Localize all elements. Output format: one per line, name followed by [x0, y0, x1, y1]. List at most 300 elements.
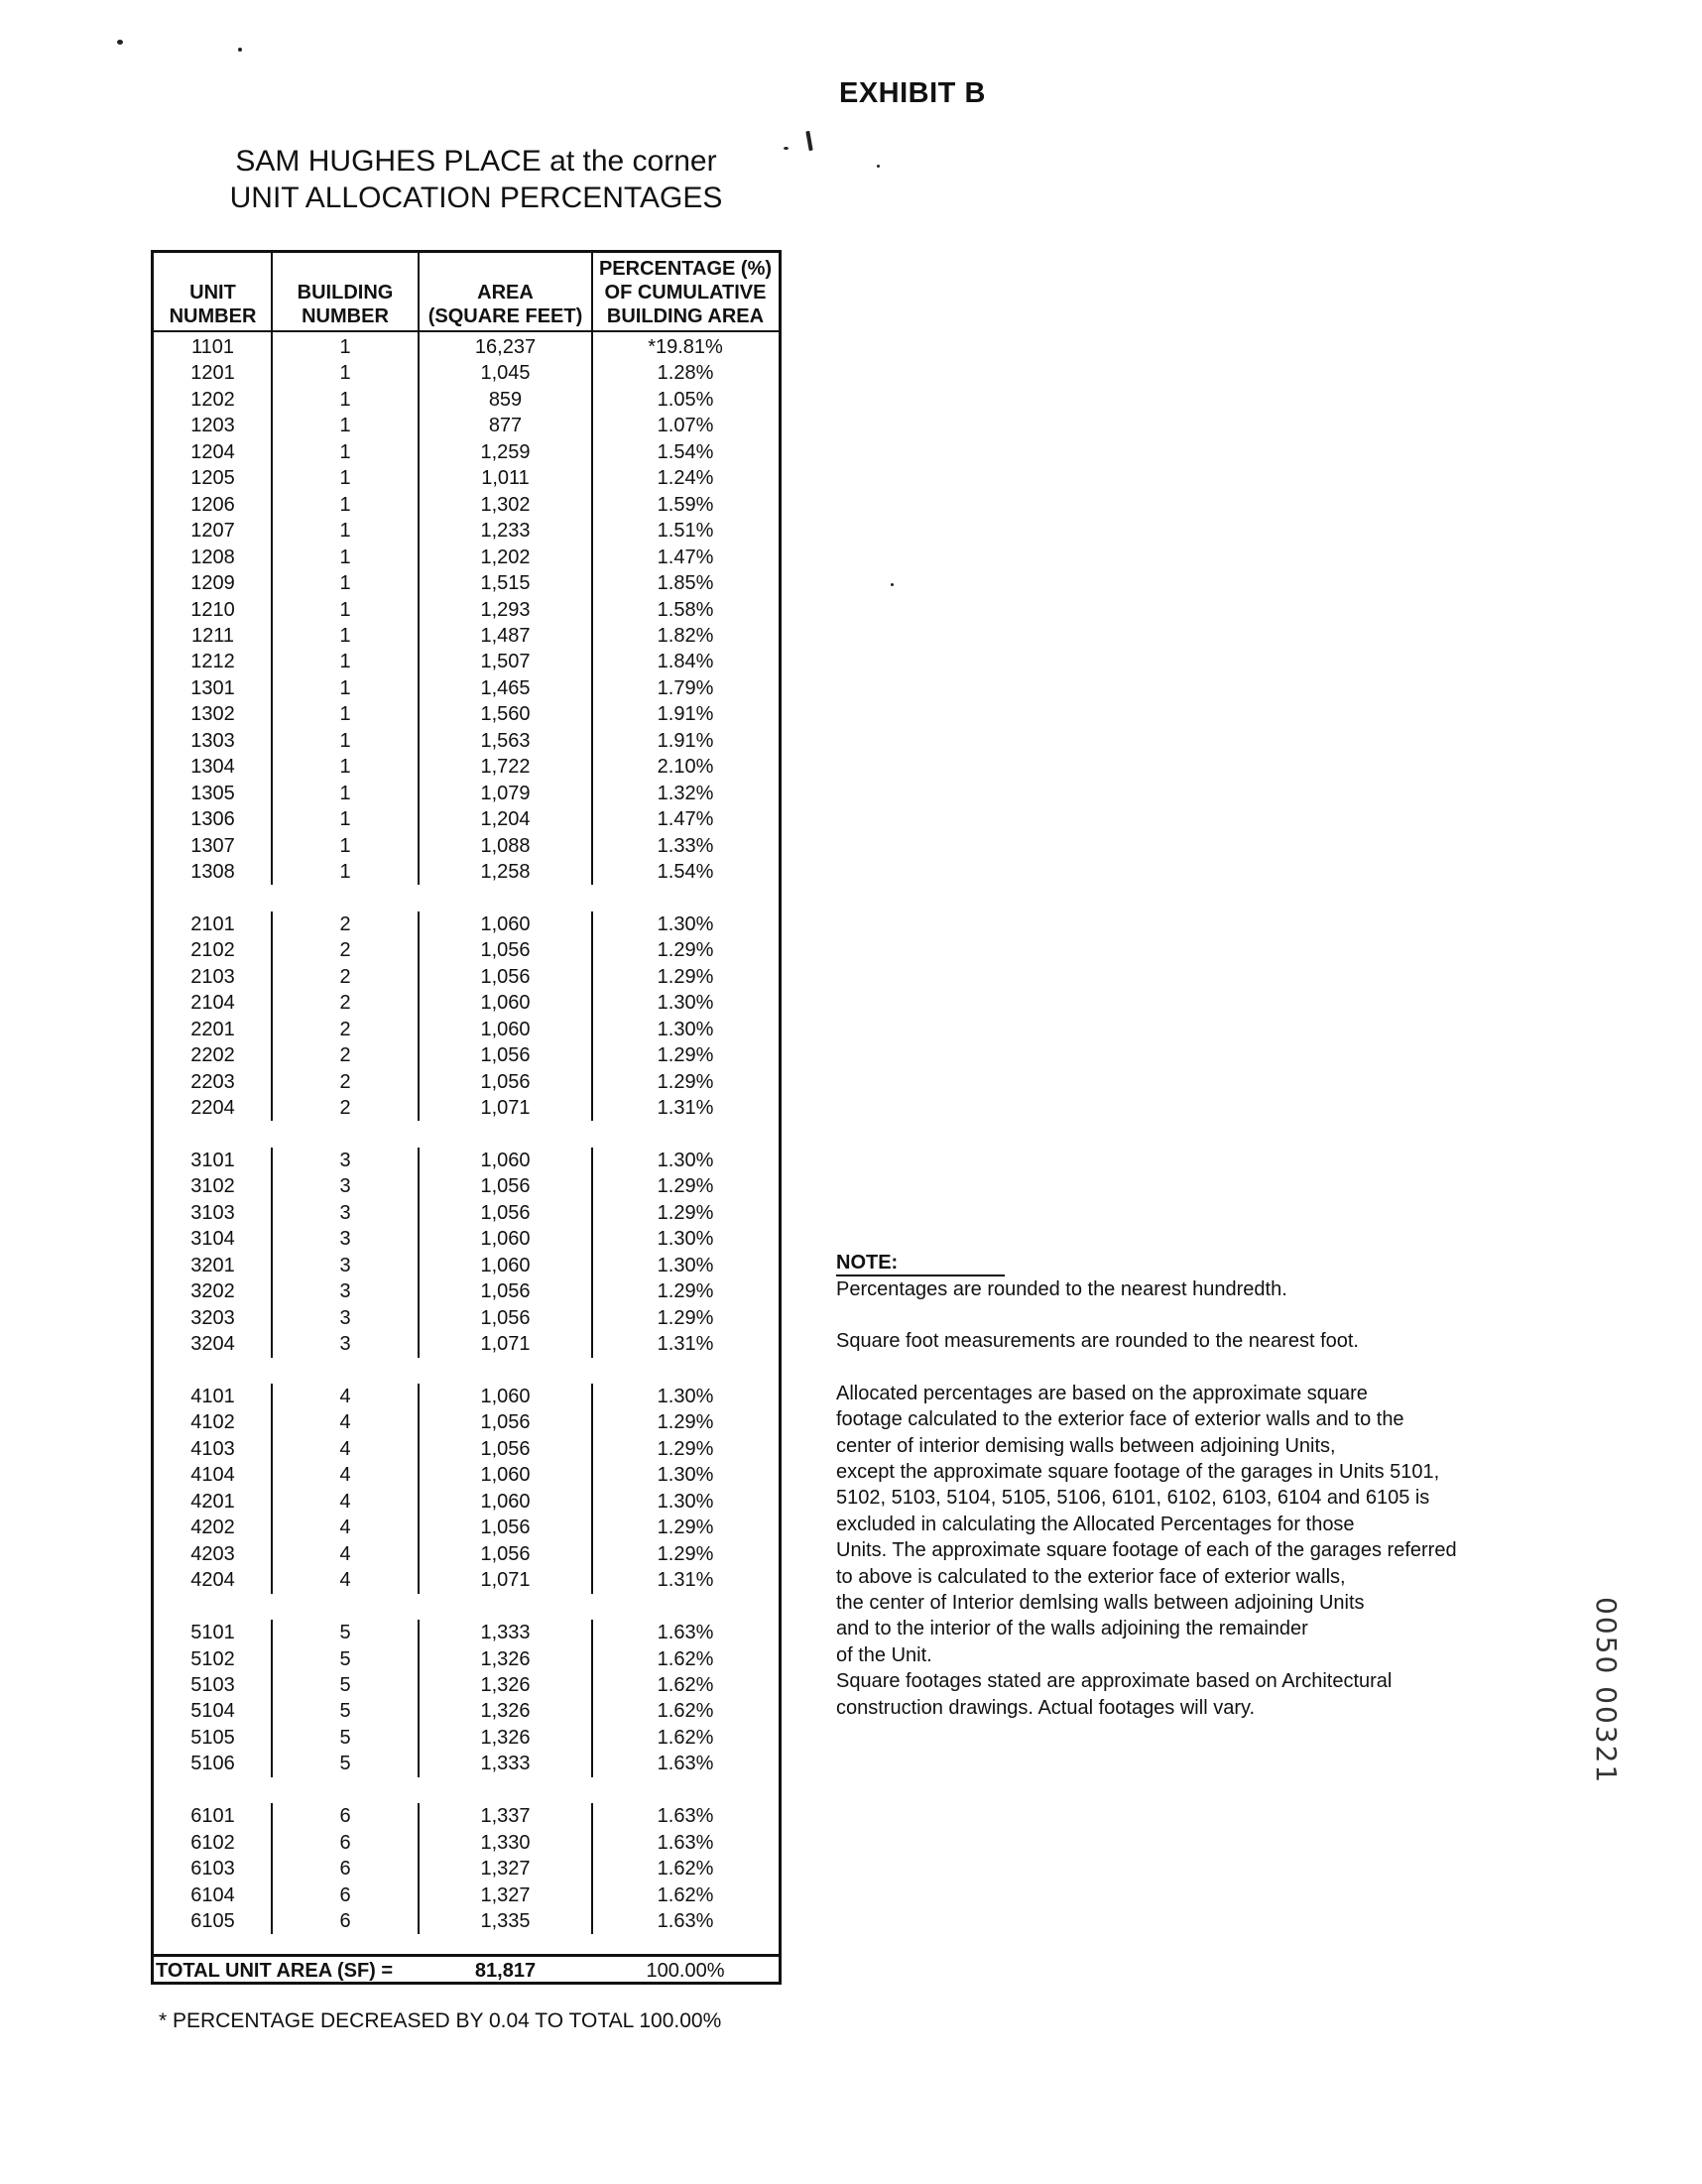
percentage-cell: 1.29% — [657, 1070, 714, 1093]
table-row — [154, 1751, 779, 1776]
unit-number-cell: 6104 — [190, 1883, 235, 1906]
table-row — [154, 859, 779, 885]
note-paragraph — [836, 1381, 1550, 1721]
note-line: the center of Interior demlsing walls between adjoining Units — [836, 1592, 1365, 1615]
unit-number-cell: 4103 — [190, 1437, 235, 1460]
percentage-cell: 1.32% — [657, 782, 714, 804]
area-cell: 1,011 — [481, 467, 530, 490]
percentage-cell: 1.62% — [657, 1858, 714, 1881]
area-cell: 1,722 — [480, 756, 531, 779]
table-row — [154, 1856, 779, 1881]
area-cell: 1,056 — [480, 1044, 531, 1067]
percentage-cell: 1.47% — [657, 546, 714, 568]
table-row — [154, 911, 779, 937]
building-number-cell: 4 — [339, 1569, 351, 1592]
area-cell: 1,056 — [480, 1437, 531, 1460]
column-divider — [418, 1384, 420, 1594]
building-number-cell: 1 — [339, 808, 351, 831]
unit-number-cell: 3202 — [190, 1280, 235, 1303]
area-cell: 1,233 — [480, 520, 531, 543]
percentage-cell: 1.47% — [657, 808, 714, 831]
note-line: construction drawings. Actual footages will vary. — [836, 1696, 1256, 1719]
unit-number-cell: 6105 — [190, 1910, 235, 1932]
area-cell: 1,056 — [480, 1201, 531, 1224]
percentage-cell: 1.31% — [657, 1569, 714, 1592]
column-divider — [418, 1803, 420, 1934]
unit-number-cell: 1307 — [190, 834, 235, 857]
building-number-cell: 6 — [339, 1910, 351, 1932]
percentage-cell: 1.29% — [657, 1437, 714, 1460]
unit-number-cell: 1201 — [190, 362, 235, 385]
percentage-cell: 1.63% — [657, 1831, 714, 1854]
building-number-cell: 6 — [339, 1831, 351, 1854]
unit-number-cell: 6103 — [190, 1858, 235, 1881]
building-number-cell: 1 — [339, 336, 351, 358]
area-cell: 1,056 — [480, 1306, 531, 1329]
column-divider — [591, 253, 593, 330]
table-row — [154, 1672, 779, 1698]
table-row — [154, 675, 779, 701]
percentage-cell: 1.62% — [657, 1726, 714, 1749]
percentage-cell: 1.82% — [657, 624, 714, 647]
percentage-cell: 1.85% — [657, 572, 714, 595]
header-percentage — [592, 253, 779, 330]
percentage-cell: 1.29% — [657, 1517, 714, 1539]
area-cell: 1,326 — [480, 1726, 531, 1749]
note-line: center of interior demising walls between adjoining Units, — [836, 1434, 1336, 1457]
unit-number-cell: 3103 — [190, 1201, 235, 1224]
building-number-cell: 3 — [339, 1175, 351, 1198]
building-number-cell: 1 — [339, 782, 351, 804]
unit-number-cell: 5103 — [190, 1673, 235, 1696]
header-text: BUILDING AREA — [606, 305, 765, 327]
building-number-cell: 1 — [339, 546, 351, 568]
table-row — [154, 806, 779, 832]
percentage-cell: 1.30% — [657, 1386, 714, 1407]
percentage-cell: 1.54% — [657, 440, 714, 463]
percentage-cell: 1.91% — [657, 729, 714, 752]
note-line: Percentages are rounded to the nearest hundredth. — [836, 1278, 1287, 1300]
table-row — [154, 1803, 779, 1829]
column-divider — [271, 911, 273, 1122]
percentage-cell: 1.29% — [657, 1175, 714, 1198]
percentage-cell: 1.33% — [657, 834, 714, 857]
building-number-cell: 4 — [339, 1490, 351, 1513]
table-row — [154, 1515, 779, 1540]
page-title — [198, 143, 754, 216]
percentage-cell: 1.29% — [657, 1044, 714, 1067]
percentage-cell: 1.63% — [657, 1753, 714, 1775]
table-row — [154, 1384, 779, 1409]
table-row — [154, 728, 779, 754]
area-cell: 1,327 — [480, 1858, 531, 1881]
total-percentage: 100.00% — [646, 1960, 725, 1982]
building-number-cell: 1 — [339, 572, 351, 595]
table-row — [154, 1069, 779, 1095]
percentage-cell: 1.59% — [657, 493, 714, 516]
table-row — [154, 1882, 779, 1908]
area-cell: 1,060 — [480, 1018, 531, 1040]
percentage-cell: 1.58% — [657, 598, 714, 621]
percentage-cell: 1.29% — [657, 965, 714, 988]
percentage-cell: 1.63% — [657, 1622, 714, 1644]
unit-number-cell: 3203 — [190, 1306, 235, 1329]
scan-mark — [805, 131, 812, 151]
header-text: NUMBER — [169, 305, 257, 327]
building-number-cell: 1 — [339, 624, 351, 647]
table-row — [154, 1567, 779, 1593]
table-row — [154, 649, 779, 674]
table-header — [154, 253, 779, 332]
unit-number-cell: 5101 — [190, 1622, 235, 1644]
column-divider — [418, 330, 420, 885]
area-cell: 1,326 — [480, 1700, 531, 1723]
area-cell: 1,060 — [480, 1149, 531, 1171]
title-line-2: UNIT ALLOCATION PERCENTAGES — [229, 182, 723, 214]
area-cell: 1,060 — [480, 1490, 531, 1513]
note-line: except the approximate square footage of the garages in Units 5101, — [836, 1461, 1440, 1484]
percentage-cell: 1.30% — [657, 1018, 714, 1040]
percentage-cell: 1.29% — [657, 1201, 714, 1224]
percentage-cell: 1.30% — [657, 912, 714, 935]
table-row — [154, 1200, 779, 1226]
table-row — [154, 1409, 779, 1435]
table-row — [154, 570, 779, 596]
note-line: Square foot measurements are rounded to the nearest foot. — [836, 1330, 1359, 1353]
building-number-cell: 1 — [339, 834, 351, 857]
unit-number-cell: 1211 — [190, 624, 234, 647]
unit-number-cell: 2103 — [190, 965, 235, 988]
building-number-cell: 4 — [339, 1437, 351, 1460]
table-row — [154, 492, 779, 518]
note-title: NOTE: — [836, 1251, 1005, 1276]
percentage-cell: 1.30% — [657, 1228, 714, 1251]
percentage-cell: 1.07% — [657, 415, 714, 437]
table-row — [154, 360, 779, 386]
building-number-cell: 6 — [339, 1883, 351, 1906]
table-row — [154, 1908, 779, 1934]
header-text: AREA — [477, 282, 534, 303]
exhibit-label: EXHIBIT B — [839, 77, 986, 109]
table-row — [154, 1489, 779, 1515]
area-cell: 1,056 — [480, 1411, 531, 1434]
percentage-cell: 1.30% — [657, 1254, 714, 1276]
percentage-cell: 1.63% — [657, 1805, 714, 1828]
table-row — [154, 1042, 779, 1068]
building-number-cell: 1 — [339, 756, 351, 779]
table-row — [154, 518, 779, 544]
note-line: Square footages stated are approximate based on Architectural — [836, 1670, 1393, 1693]
table-row — [154, 1253, 779, 1278]
building-number-cell: 2 — [339, 912, 351, 935]
building-number-cell: 5 — [339, 1673, 351, 1696]
building-number-cell: 2 — [339, 992, 351, 1015]
percentage-cell: 1.54% — [657, 861, 714, 883]
table-row — [154, 1830, 779, 1856]
unit-number-cell: 1305 — [190, 782, 235, 804]
unit-number-cell: 1306 — [190, 808, 235, 831]
building-number-cell: 2 — [339, 1018, 351, 1040]
building-number-cell: 1 — [339, 729, 351, 752]
column-divider — [418, 1620, 420, 1777]
scan-speck — [877, 165, 880, 168]
area-cell: 1,060 — [480, 1254, 531, 1276]
unit-number-cell: 4104 — [190, 1464, 235, 1487]
table-row — [154, 1541, 779, 1567]
area-cell: 16,237 — [474, 336, 537, 358]
building-number-cell: 1 — [339, 440, 351, 463]
paragraph-gap — [836, 1355, 1550, 1381]
table-row — [154, 754, 779, 780]
area-cell: 877 — [488, 415, 523, 437]
table-row — [154, 1278, 779, 1304]
table-row — [154, 545, 779, 570]
unit-number-cell: 2204 — [190, 1097, 235, 1120]
building-number-cell: 1 — [339, 598, 351, 621]
table-row — [154, 990, 779, 1016]
unit-number-cell: 3201 — [190, 1254, 235, 1276]
building-number-cell: 1 — [339, 388, 351, 411]
note-line: Allocated percentages are based on the approximate square — [836, 1382, 1368, 1404]
unit-number-cell: 3102 — [190, 1175, 235, 1198]
header-text: PERCENTAGE (%) — [598, 258, 773, 280]
unit-number-cell: 4101 — [190, 1386, 235, 1407]
unit-number-cell: 2202 — [190, 1044, 235, 1067]
area-cell: 1,060 — [480, 1464, 531, 1487]
area-cell: 1,056 — [480, 965, 531, 988]
table-row — [154, 1698, 779, 1724]
area-cell: 1,071 — [480, 1097, 531, 1120]
column-divider — [591, 911, 593, 1122]
building-number-cell: 3 — [339, 1149, 351, 1171]
unit-number-cell: 6102 — [190, 1831, 235, 1854]
note-line: excluded in calculating the Allocated Percentages for those — [836, 1513, 1355, 1535]
building-number-cell: 4 — [339, 1517, 351, 1539]
area-cell: 1,258 — [480, 861, 531, 883]
total-label: TOTAL UNIT AREA (SF) = — [156, 1960, 394, 1982]
unit-number-cell: 4201 — [190, 1490, 235, 1513]
table-row — [154, 439, 779, 465]
note-line: and to the interior of the walls adjoining the remainder — [836, 1618, 1308, 1640]
area-cell: 1,056 — [480, 1175, 531, 1198]
column-divider — [591, 1384, 593, 1594]
column-divider — [271, 1148, 273, 1358]
percentage-cell: 1.31% — [657, 1097, 714, 1120]
footnote: * PERCENTAGE DECREASED BY 0.04 TO TOTAL 100.00% — [159, 2009, 722, 2032]
percentage-cell: *19.81% — [648, 336, 723, 358]
unit-number-cell: 1212 — [190, 651, 235, 673]
unit-number-cell: 5102 — [190, 1647, 235, 1670]
table-row — [154, 1620, 779, 1645]
header-text: (SQUARE FEET) — [427, 305, 583, 327]
area-cell: 1,330 — [480, 1831, 531, 1854]
area-cell: 1,071 — [480, 1333, 531, 1356]
column-divider — [591, 1148, 593, 1358]
table-row — [154, 937, 779, 963]
percentage-cell: 1.63% — [657, 1910, 714, 1932]
unit-number-cell: 1205 — [190, 467, 235, 490]
area-cell: 1,302 — [480, 493, 531, 516]
table-total-row — [154, 1954, 779, 1985]
area-cell: 1,056 — [480, 1280, 531, 1303]
table-row — [154, 1646, 779, 1672]
unit-number-cell: 3204 — [190, 1333, 235, 1356]
unit-number-cell: 2203 — [190, 1070, 235, 1093]
area-cell: 1,079 — [480, 782, 531, 804]
building-number-cell: 4 — [339, 1464, 351, 1487]
header-text: OF CUMULATIVE — [604, 282, 767, 303]
unit-number-cell: 2201 — [190, 1018, 235, 1040]
unit-number-cell: 5104 — [190, 1700, 235, 1723]
unit-number-cell: 1210 — [190, 598, 235, 621]
table-row — [154, 781, 779, 806]
paragraph-gap — [836, 1302, 1550, 1328]
unit-number-cell: 6101 — [190, 1805, 235, 1828]
column-divider — [418, 911, 420, 1122]
column-divider — [271, 1803, 273, 1934]
table-row — [154, 1462, 779, 1488]
building-number-cell: 2 — [339, 965, 351, 988]
scan-speck — [238, 48, 242, 52]
area-cell: 1,202 — [480, 546, 531, 568]
building-number-cell: 5 — [339, 1700, 351, 1723]
table-row — [154, 1436, 779, 1462]
unit-number-cell: 1203 — [190, 415, 235, 437]
building-number-cell: 1 — [339, 362, 351, 385]
percentage-cell: 1.79% — [657, 676, 714, 699]
table-row — [154, 833, 779, 859]
unit-number-cell: 2102 — [190, 939, 235, 962]
header-text: BUILDING — [297, 282, 394, 303]
header-unit-number — [154, 253, 272, 330]
header-text: UNIT — [189, 282, 236, 303]
building-number-cell: 1 — [339, 676, 351, 699]
unit-number-cell: 5105 — [190, 1726, 235, 1749]
unit-number-cell: 1308 — [190, 861, 235, 883]
building-number-cell: 3 — [339, 1280, 351, 1303]
area-cell: 1,259 — [480, 440, 531, 463]
percentage-cell: 1.29% — [657, 1306, 714, 1329]
note-line: footage calculated to the exterior face of exterior walls and to the — [836, 1408, 1404, 1431]
note-line: to above is calculated to the exterior face of exterior walls, — [836, 1565, 1346, 1588]
table-row — [154, 1017, 779, 1042]
building-number-cell: 1 — [339, 415, 351, 437]
area-cell: 1,204 — [480, 808, 531, 831]
unit-number-cell: 3104 — [190, 1228, 235, 1251]
building-number-cell: 3 — [339, 1201, 351, 1224]
building-number-cell: 2 — [339, 1097, 351, 1120]
percentage-cell: 2.10% — [657, 756, 714, 779]
percentage-cell: 1.05% — [657, 388, 714, 411]
unit-number-cell: 1209 — [190, 572, 235, 595]
note-line: of the Unit. — [836, 1643, 932, 1666]
total-area: 81,817 — [474, 1960, 537, 1982]
building-number-cell: 3 — [339, 1333, 351, 1356]
area-cell: 1,563 — [480, 729, 531, 752]
column-divider — [591, 1803, 593, 1934]
percentage-cell: 1.62% — [657, 1673, 714, 1696]
building-number-cell: 1 — [339, 651, 351, 673]
area-cell: 1,060 — [480, 992, 531, 1015]
building-number-cell: 2 — [339, 939, 351, 962]
unit-number-cell: 4102 — [190, 1411, 235, 1434]
table-row — [154, 387, 779, 413]
unit-number-cell: 3101 — [190, 1149, 235, 1171]
scan-speck — [891, 583, 894, 586]
unit-number-cell: 2101 — [190, 912, 235, 935]
building-number-cell: 5 — [339, 1647, 351, 1670]
building-number-cell: 2 — [339, 1044, 351, 1067]
area-cell: 1,045 — [480, 362, 531, 385]
area-cell: 1,056 — [480, 1542, 531, 1565]
percentage-cell: 1.29% — [657, 1411, 714, 1434]
note-paragraph — [836, 1328, 1550, 1354]
area-cell: 859 — [488, 388, 523, 411]
area-cell: 1,326 — [480, 1673, 531, 1696]
unit-number-cell: 1208 — [190, 546, 235, 568]
column-divider — [271, 330, 273, 885]
header-area — [419, 253, 592, 330]
table-row — [154, 1226, 779, 1252]
building-number-cell: 5 — [339, 1726, 351, 1749]
unit-number-cell: 4204 — [190, 1569, 235, 1592]
building-number-cell: 1 — [339, 861, 351, 883]
note-paragraph — [836, 1276, 1550, 1302]
percentage-cell: 1.62% — [657, 1700, 714, 1723]
percentage-cell: 1.30% — [657, 1464, 714, 1487]
table-row — [154, 1148, 779, 1173]
percentage-cell: 1.28% — [657, 362, 714, 385]
table-row — [154, 1305, 779, 1331]
unit-number-cell: 1207 — [190, 520, 235, 543]
area-cell: 1,293 — [480, 598, 531, 621]
area-cell: 1,060 — [480, 1386, 531, 1407]
percentage-cell: 1.29% — [657, 1542, 714, 1565]
percentage-cell: 1.29% — [657, 1280, 714, 1303]
column-divider — [271, 253, 273, 330]
area-cell: 1,060 — [480, 912, 531, 935]
area-cell: 1,071 — [480, 1569, 531, 1592]
column-divider — [591, 330, 593, 885]
unit-number-cell: 1303 — [190, 729, 235, 752]
area-cell: 1,060 — [480, 1228, 531, 1251]
building-number-cell: 4 — [339, 1386, 351, 1407]
area-cell: 1,335 — [480, 1910, 531, 1932]
scan-speck — [117, 40, 123, 45]
note-line: Units. The approximate square footage of each of the garages referred — [836, 1539, 1457, 1562]
percentage-cell: 1.62% — [657, 1883, 714, 1906]
scan-speck — [784, 147, 789, 150]
percentage-cell: 1.30% — [657, 1149, 714, 1171]
percentage-cell: 1.62% — [657, 1647, 714, 1670]
building-number-cell: 3 — [339, 1254, 351, 1276]
percentage-cell: 1.30% — [657, 992, 714, 1015]
percentage-cell: 1.31% — [657, 1333, 714, 1356]
table-row — [154, 413, 779, 438]
column-divider — [418, 1148, 420, 1358]
area-cell: 1,560 — [480, 703, 531, 726]
table-row — [154, 964, 779, 990]
unit-number-cell: 4203 — [190, 1542, 235, 1565]
table-row — [154, 1725, 779, 1751]
unit-number-cell: 1301 — [190, 676, 235, 699]
building-number-cell: 4 — [339, 1411, 351, 1434]
column-divider — [271, 1620, 273, 1777]
note-body — [836, 1276, 1550, 1721]
area-cell: 1,327 — [480, 1883, 531, 1906]
building-number-cell: 5 — [339, 1622, 351, 1644]
percentage-cell: 1.51% — [657, 520, 714, 543]
